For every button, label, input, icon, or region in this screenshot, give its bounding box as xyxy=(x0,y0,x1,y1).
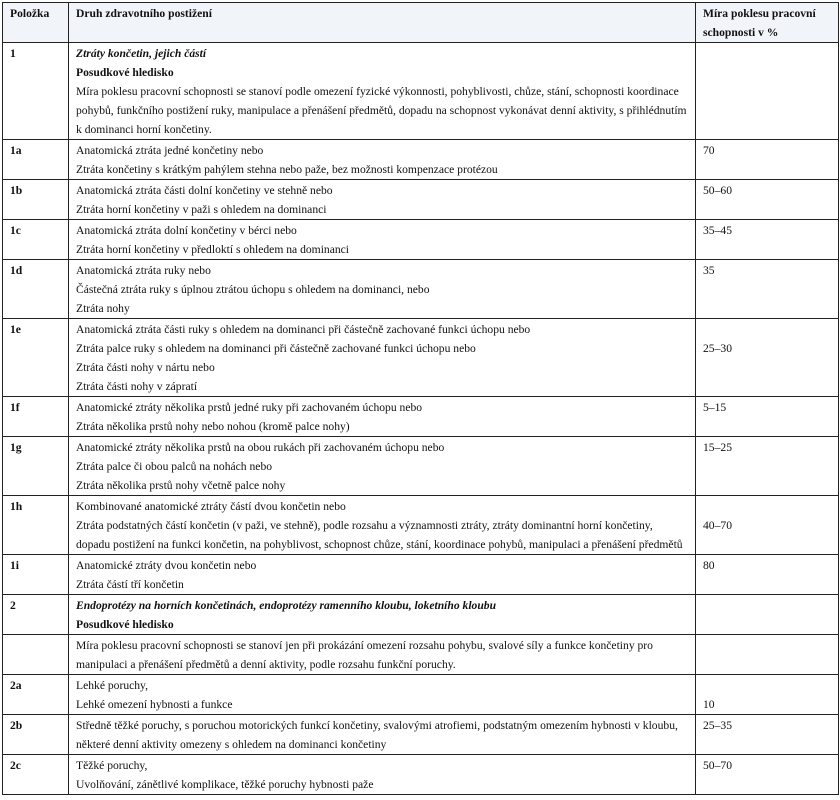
row-line: Ztráta nohy xyxy=(76,302,130,315)
row-rate: 5–15 xyxy=(696,397,839,437)
row-code: 1f xyxy=(3,397,69,437)
row-code: 1h xyxy=(3,496,69,555)
row-code: 1c xyxy=(3,220,69,260)
row-rate: 25–35 xyxy=(696,715,839,755)
row-line: Ztráta částí tří končetin xyxy=(76,578,184,591)
row-line: Částečná ztráta ruky s úplnou ztrátou úchopu s ohledem na dominanci, nebo xyxy=(76,283,430,296)
section-title: Ztráty končetin, jejich částí xyxy=(76,47,207,60)
table-row xyxy=(3,43,839,140)
row-rate xyxy=(696,635,839,675)
row-rate: 50–60 xyxy=(696,180,839,220)
row-code: 1 xyxy=(3,43,69,140)
rate-value: 10 xyxy=(703,698,715,711)
table-row xyxy=(3,555,839,595)
row-line: Ztráta několika prstů nohy včetně palce nohy xyxy=(76,479,286,492)
row-code: 1i xyxy=(3,555,69,595)
row-line: Lehké poruchy, xyxy=(76,679,149,692)
row-rate: 80 xyxy=(696,555,839,595)
row-description xyxy=(69,755,696,795)
table-row xyxy=(3,437,839,496)
row-line: Anatomické ztráty dvou končetin nebo xyxy=(76,559,257,572)
row-description xyxy=(69,180,696,220)
rate-value: 25–30 xyxy=(703,342,732,355)
row-description xyxy=(69,595,696,635)
row-rate: 35 xyxy=(696,260,839,319)
row-description xyxy=(69,555,696,595)
row-line: Ztráta palce či obou palců na nohách nebo xyxy=(76,460,273,473)
rate-value: 40–70 xyxy=(703,519,732,532)
row-rate xyxy=(696,675,839,715)
row-description xyxy=(69,397,696,437)
table-row xyxy=(3,755,839,795)
table-row xyxy=(3,635,839,675)
row-line: Ztráta části nohy v zápratí xyxy=(76,380,198,393)
row-line: Anatomická ztráta jedné končetiny nebo xyxy=(76,144,264,157)
row-description xyxy=(69,675,696,715)
section-text: Míra poklesu pracovní schopnosti se stanoví jen při prokázání omezení rozsahu pohybu, svalové síly a funkce končetiny pro manipulaci a přenášení předmětů a denní aktivity, podle rozsahu funkční poruchy. xyxy=(76,639,653,671)
row-description xyxy=(69,43,696,140)
row-line: Ztráta části nohy v nártu nebo xyxy=(76,361,215,374)
section-subtitle: Posudkové hledisko xyxy=(76,66,174,79)
row-line: Ztráta několika prstů nohy nebo nohou (kromě palce nohy) xyxy=(76,420,350,433)
row-line: Anatomické ztráty několika prstů na obou rukách při zachovaném úchopu nebo xyxy=(76,441,445,454)
section-title: Endoprotézy na horních končetinách, endoprotézy ramenního kloubu, loketního kloubu xyxy=(76,599,497,612)
row-rate: 70 xyxy=(696,140,839,180)
disability-table xyxy=(2,2,839,795)
table-header-row xyxy=(3,3,839,43)
row-code: 1g xyxy=(3,437,69,496)
row-line: Kombinované anatomické ztráty částí dvou končetin nebo xyxy=(76,500,346,513)
row-rate: 50–70 xyxy=(696,755,839,795)
row-line: Anatomická ztráta dolní končetiny v bérci nebo xyxy=(76,224,297,237)
row-code: 2a xyxy=(3,675,69,715)
table-row xyxy=(3,260,839,319)
row-code: 1d xyxy=(3,260,69,319)
header-type: Druh zdravotního postižení xyxy=(69,3,696,43)
table-row xyxy=(3,180,839,220)
row-description xyxy=(69,260,696,319)
section-text: Míra poklesu pracovní schopnosti se stanoví podle omezení fyzické výkonnosti, pohyblivosti, chůze, stání, schopnosti koordinace pohybů, funkčního postižení ruky, manipulace a přenášení předmětů, dopadu na schopnost vykonávat denní aktivity, s přihlédnutím k dominanci horní končetiny. xyxy=(76,85,687,136)
row-line: Anatomická ztráta ruky nebo xyxy=(76,264,211,277)
header-item: Položka xyxy=(3,3,69,43)
row-code: 1a xyxy=(3,140,69,180)
row-code: 1b xyxy=(3,180,69,220)
row-description xyxy=(69,635,696,675)
row-rate: 35–45 xyxy=(696,220,839,260)
row-description xyxy=(69,319,696,397)
row-description xyxy=(69,220,696,260)
row-description xyxy=(69,715,696,755)
row-text: Ztráta podstatných částí končetin (v paži, ve stehně), podle rozsahu a významnosti ztráty, ztráty dominantní horní končetiny, dopadu postižení na funkci končetin, na pohyblivost, schopnost chůze, stání, koordinace pohybů, manipulaci a přenášení předmětů xyxy=(76,519,683,551)
table-row xyxy=(3,715,839,755)
row-rate: 15–25 xyxy=(696,437,839,496)
header-rate: Míra poklesu pracovní schopnosti v % xyxy=(696,3,839,43)
row-line: Ztráta horní končetiny v paži s ohledem na dominanci xyxy=(76,203,327,216)
row-line: Lehké omezení hybnosti a funkce xyxy=(76,698,233,711)
row-line: Anatomická ztráta části ruky s ohledem na dominanci při částečně zachované funkci úchopu nebo xyxy=(76,323,531,336)
row-code: 2 xyxy=(3,595,69,635)
row-line: Uvolňování, zánětlivé komplikace, těžké poruchy hybnosti paže xyxy=(76,778,374,791)
row-line: Ztráta končetiny s krátkým pahýlem stehna nebo paže, bez možnosti kompenzace protézou xyxy=(76,163,498,176)
table-row xyxy=(3,496,839,555)
row-description xyxy=(69,437,696,496)
row-line: Těžké poruchy, xyxy=(76,759,148,772)
row-code: 2c xyxy=(3,755,69,795)
row-description xyxy=(69,140,696,180)
row-description xyxy=(69,496,696,555)
table-row xyxy=(3,319,839,397)
row-code: 1e xyxy=(3,319,69,397)
row-rate xyxy=(696,496,839,555)
section-subtitle: Posudkové hledisko xyxy=(76,618,174,631)
row-line: Ztráta horní končetiny v předloktí s ohledem na dominanci xyxy=(76,243,350,256)
row-rate xyxy=(696,319,839,397)
row-line: Ztráta palce ruky s ohledem na dominanci při částečně zachované funkci úchopu nebo xyxy=(76,342,476,355)
row-line: Anatomická ztráta části dolní končetiny ve stehně nebo xyxy=(76,184,333,197)
table-row xyxy=(3,220,839,260)
row-rate xyxy=(696,595,839,635)
row-rate xyxy=(696,43,839,140)
table-row xyxy=(3,140,839,180)
row-code xyxy=(3,635,69,675)
table-row xyxy=(3,397,839,437)
row-code: 2b xyxy=(3,715,69,755)
table-row xyxy=(3,675,839,715)
row-line: Anatomické ztráty několika prstů jedné ruky při zachovaném úchopu nebo xyxy=(76,401,423,414)
table-row xyxy=(3,595,839,635)
row-text: Středně těžké poruchy, s poruchou motorických funkcí končetiny, svalovými atrofiemi, podstatným omezením hybnosti v kloubu, některé denní aktivity omezeny s ohledem na dominanci končetiny xyxy=(76,719,678,751)
